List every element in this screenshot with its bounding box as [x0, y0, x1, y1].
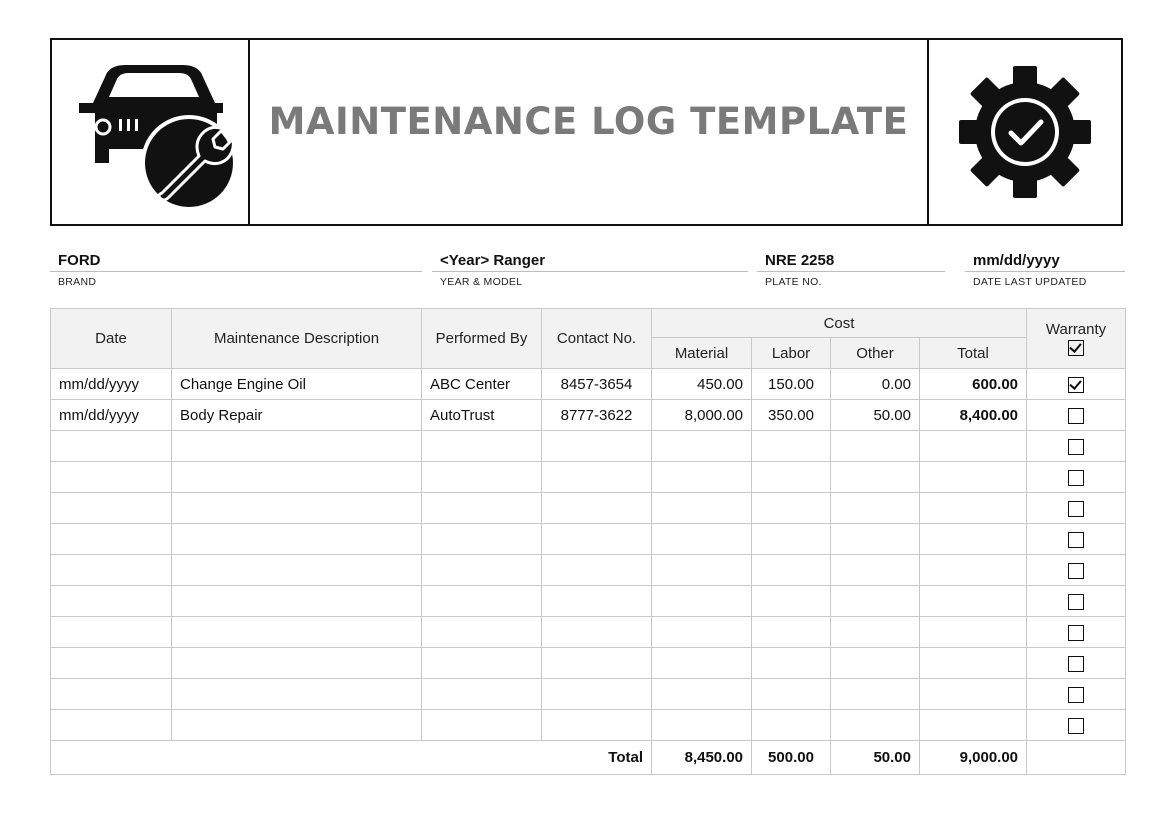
- row-material[interactable]: 8,000.00: [652, 400, 752, 431]
- row-description[interactable]: [172, 617, 422, 648]
- row-total[interactable]: [920, 462, 1027, 493]
- row-labor[interactable]: 150.00: [752, 369, 831, 400]
- row-total[interactable]: 8,400.00: [920, 400, 1027, 431]
- table-row: [51, 400, 1126, 431]
- row-contact[interactable]: 8777-3622: [542, 400, 652, 431]
- row-labor[interactable]: [752, 586, 831, 617]
- row-contact[interactable]: [542, 462, 652, 493]
- row-contact[interactable]: [542, 555, 652, 586]
- row-date[interactable]: [51, 710, 172, 741]
- row-performed-by[interactable]: [422, 617, 542, 648]
- row-warranty-cell: [1027, 617, 1126, 648]
- row-other[interactable]: [831, 431, 920, 462]
- row-total[interactable]: [920, 679, 1027, 710]
- row-material[interactable]: [652, 617, 752, 648]
- warranty-checkbox[interactable]: [1068, 377, 1084, 393]
- row-material[interactable]: [652, 710, 752, 741]
- row-other[interactable]: 50.00: [831, 400, 920, 431]
- table-row: [51, 648, 1126, 679]
- warranty-checkbox[interactable]: [1068, 687, 1084, 703]
- row-contact[interactable]: [542, 648, 652, 679]
- page-title: MAINTENANCE LOG TEMPLATE: [268, 99, 909, 143]
- row-labor[interactable]: [752, 493, 831, 524]
- warranty-checkbox[interactable]: [1068, 718, 1084, 734]
- row-material[interactable]: [652, 679, 752, 710]
- warranty-checkbox[interactable]: [1068, 501, 1084, 517]
- row-warranty-cell: [1027, 400, 1126, 431]
- row-contact[interactable]: [542, 586, 652, 617]
- warranty-checkbox[interactable]: [1068, 470, 1084, 486]
- plate-field[interactable]: [757, 252, 945, 292]
- brand-value: FORD: [50, 252, 422, 272]
- header-description: Maintenance Description: [172, 309, 422, 369]
- row-description[interactable]: [172, 524, 422, 555]
- gear-logo-cell: [927, 40, 1121, 224]
- brand-label: BRAND: [58, 276, 97, 288]
- row-other[interactable]: [831, 679, 920, 710]
- warranty-checkbox[interactable]: [1068, 439, 1084, 455]
- row-description[interactable]: [172, 493, 422, 524]
- row-performed-by[interactable]: [422, 493, 542, 524]
- row-performed-by[interactable]: AutoTrust: [422, 400, 542, 431]
- row-performed-by[interactable]: [422, 524, 542, 555]
- header-labor: Labor: [752, 338, 831, 369]
- row-date[interactable]: [51, 586, 172, 617]
- row-date[interactable]: [51, 524, 172, 555]
- row-other[interactable]: [831, 586, 920, 617]
- row-warranty-cell: [1027, 710, 1126, 741]
- row-contact[interactable]: [542, 431, 652, 462]
- row-date[interactable]: [51, 555, 172, 586]
- row-warranty-cell: [1027, 431, 1126, 462]
- row-description[interactable]: [172, 462, 422, 493]
- header-box: [50, 38, 1123, 226]
- row-performed-by[interactable]: [422, 431, 542, 462]
- row-other[interactable]: [831, 710, 920, 741]
- plate-label: PLATE NO.: [765, 276, 822, 288]
- row-description[interactable]: [172, 586, 422, 617]
- row-performed-by[interactable]: ABC Center: [422, 369, 542, 400]
- row-date[interactable]: mm/dd/yyyy: [51, 369, 172, 400]
- row-warranty-cell: [1027, 369, 1126, 400]
- row-warranty-cell: [1027, 493, 1126, 524]
- header-warranty-checkbox[interactable]: [1068, 340, 1084, 356]
- row-other[interactable]: [831, 555, 920, 586]
- header-other: Other: [831, 338, 920, 369]
- row-contact[interactable]: [542, 679, 652, 710]
- row-warranty-cell: [1027, 524, 1126, 555]
- totals-warranty-empty: [1027, 741, 1126, 775]
- row-description[interactable]: [172, 555, 422, 586]
- row-description[interactable]: Body Repair: [172, 400, 422, 431]
- row-other[interactable]: [831, 524, 920, 555]
- row-material[interactable]: [652, 648, 752, 679]
- header-total: Total: [920, 338, 1027, 369]
- row-other[interactable]: [831, 648, 920, 679]
- table-row: [51, 369, 1126, 400]
- row-other[interactable]: 0.00: [831, 369, 920, 400]
- row-description[interactable]: [172, 648, 422, 679]
- row-warranty-cell: [1027, 679, 1126, 710]
- title-cell: [250, 40, 927, 224]
- date-updated-field[interactable]: [965, 252, 1125, 292]
- row-performed-by[interactable]: [422, 648, 542, 679]
- table-row: [51, 710, 1126, 741]
- row-material[interactable]: [652, 524, 752, 555]
- plate-value: NRE 2258: [757, 252, 945, 272]
- table-row: [51, 617, 1126, 648]
- row-contact[interactable]: 8457-3654: [542, 369, 652, 400]
- totals-material: 8,450.00: [652, 741, 752, 775]
- table-row: [51, 524, 1126, 555]
- brand-field[interactable]: [50, 252, 422, 292]
- row-description[interactable]: [172, 431, 422, 462]
- totals-total: 9,000.00: [920, 741, 1027, 775]
- row-date[interactable]: [51, 648, 172, 679]
- gear-check-icon: [955, 62, 1095, 202]
- header-warranty-cell: [1027, 309, 1126, 369]
- warranty-checkbox[interactable]: [1068, 594, 1084, 610]
- row-warranty-cell: [1027, 462, 1126, 493]
- row-contact[interactable]: [542, 524, 652, 555]
- header-contact: Contact No.: [542, 309, 652, 369]
- totals-label: Total: [51, 741, 652, 775]
- row-date[interactable]: [51, 431, 172, 462]
- row-date[interactable]: [51, 493, 172, 524]
- row-other[interactable]: [831, 462, 920, 493]
- row-material[interactable]: [652, 462, 752, 493]
- row-material[interactable]: 450.00: [652, 369, 752, 400]
- car-wrench-icon: [65, 57, 235, 207]
- table-row: [51, 555, 1126, 586]
- year-model-field[interactable]: [432, 252, 748, 292]
- warranty-checkbox[interactable]: [1068, 532, 1084, 548]
- year-model-label: YEAR & MODEL: [440, 276, 523, 288]
- row-date[interactable]: mm/dd/yyyy: [51, 400, 172, 431]
- date-updated-label: DATE LAST UPDATED: [973, 276, 1087, 288]
- warranty-checkbox[interactable]: [1068, 408, 1084, 424]
- row-description[interactable]: [172, 710, 422, 741]
- row-total[interactable]: 600.00: [920, 369, 1027, 400]
- row-labor[interactable]: 350.00: [752, 400, 831, 431]
- maintenance-table: [50, 308, 1126, 775]
- row-labor[interactable]: [752, 555, 831, 586]
- table-row: [51, 462, 1126, 493]
- row-labor[interactable]: [752, 710, 831, 741]
- row-total[interactable]: [920, 648, 1027, 679]
- row-labor[interactable]: [752, 679, 831, 710]
- table-row: [51, 679, 1126, 710]
- row-other[interactable]: [831, 493, 920, 524]
- row-total[interactable]: [920, 524, 1027, 555]
- header-cost: Cost: [652, 309, 1027, 338]
- totals-row: [51, 741, 1126, 775]
- row-description[interactable]: [172, 679, 422, 710]
- row-warranty-cell: [1027, 586, 1126, 617]
- row-labor[interactable]: [752, 431, 831, 462]
- row-total[interactable]: [920, 586, 1027, 617]
- row-labor[interactable]: [752, 648, 831, 679]
- row-labor[interactable]: [752, 462, 831, 493]
- header-performed-by: Performed By: [422, 309, 542, 369]
- row-contact[interactable]: [542, 617, 652, 648]
- row-warranty-cell: [1027, 648, 1126, 679]
- row-performed-by[interactable]: [422, 555, 542, 586]
- year-model-value: <Year> Ranger: [432, 252, 748, 272]
- row-total[interactable]: [920, 710, 1027, 741]
- table-row: [51, 431, 1126, 462]
- car-logo-cell: [52, 40, 250, 224]
- row-total[interactable]: [920, 493, 1027, 524]
- row-material[interactable]: [652, 586, 752, 617]
- header-material: Material: [652, 338, 752, 369]
- row-labor[interactable]: [752, 524, 831, 555]
- row-total[interactable]: [920, 617, 1027, 648]
- row-labor[interactable]: [752, 617, 831, 648]
- row-performed-by[interactable]: [422, 710, 542, 741]
- warranty-checkbox[interactable]: [1068, 563, 1084, 579]
- header-date: Date: [51, 309, 172, 369]
- row-contact[interactable]: [542, 710, 652, 741]
- row-material[interactable]: [652, 493, 752, 524]
- row-total[interactable]: [920, 555, 1027, 586]
- row-performed-by[interactable]: [422, 679, 542, 710]
- totals-labor: 500.00: [752, 741, 831, 775]
- row-other[interactable]: [831, 617, 920, 648]
- table-row: [51, 493, 1126, 524]
- row-performed-by[interactable]: [422, 586, 542, 617]
- warranty-checkbox[interactable]: [1068, 625, 1084, 641]
- row-warranty-cell: [1027, 555, 1126, 586]
- totals-other: 50.00: [831, 741, 920, 775]
- row-description[interactable]: Change Engine Oil: [172, 369, 422, 400]
- row-material[interactable]: [652, 431, 752, 462]
- row-total[interactable]: [920, 431, 1027, 462]
- row-material[interactable]: [652, 555, 752, 586]
- row-date[interactable]: [51, 679, 172, 710]
- table-row: [51, 586, 1126, 617]
- header-warranty: Warranty: [1045, 321, 1107, 339]
- warranty-checkbox[interactable]: [1068, 656, 1084, 672]
- row-date[interactable]: [51, 617, 172, 648]
- date-updated-value: mm/dd/yyyy: [965, 252, 1125, 272]
- row-contact[interactable]: [542, 493, 652, 524]
- row-date[interactable]: [51, 462, 172, 493]
- row-performed-by[interactable]: [422, 462, 542, 493]
